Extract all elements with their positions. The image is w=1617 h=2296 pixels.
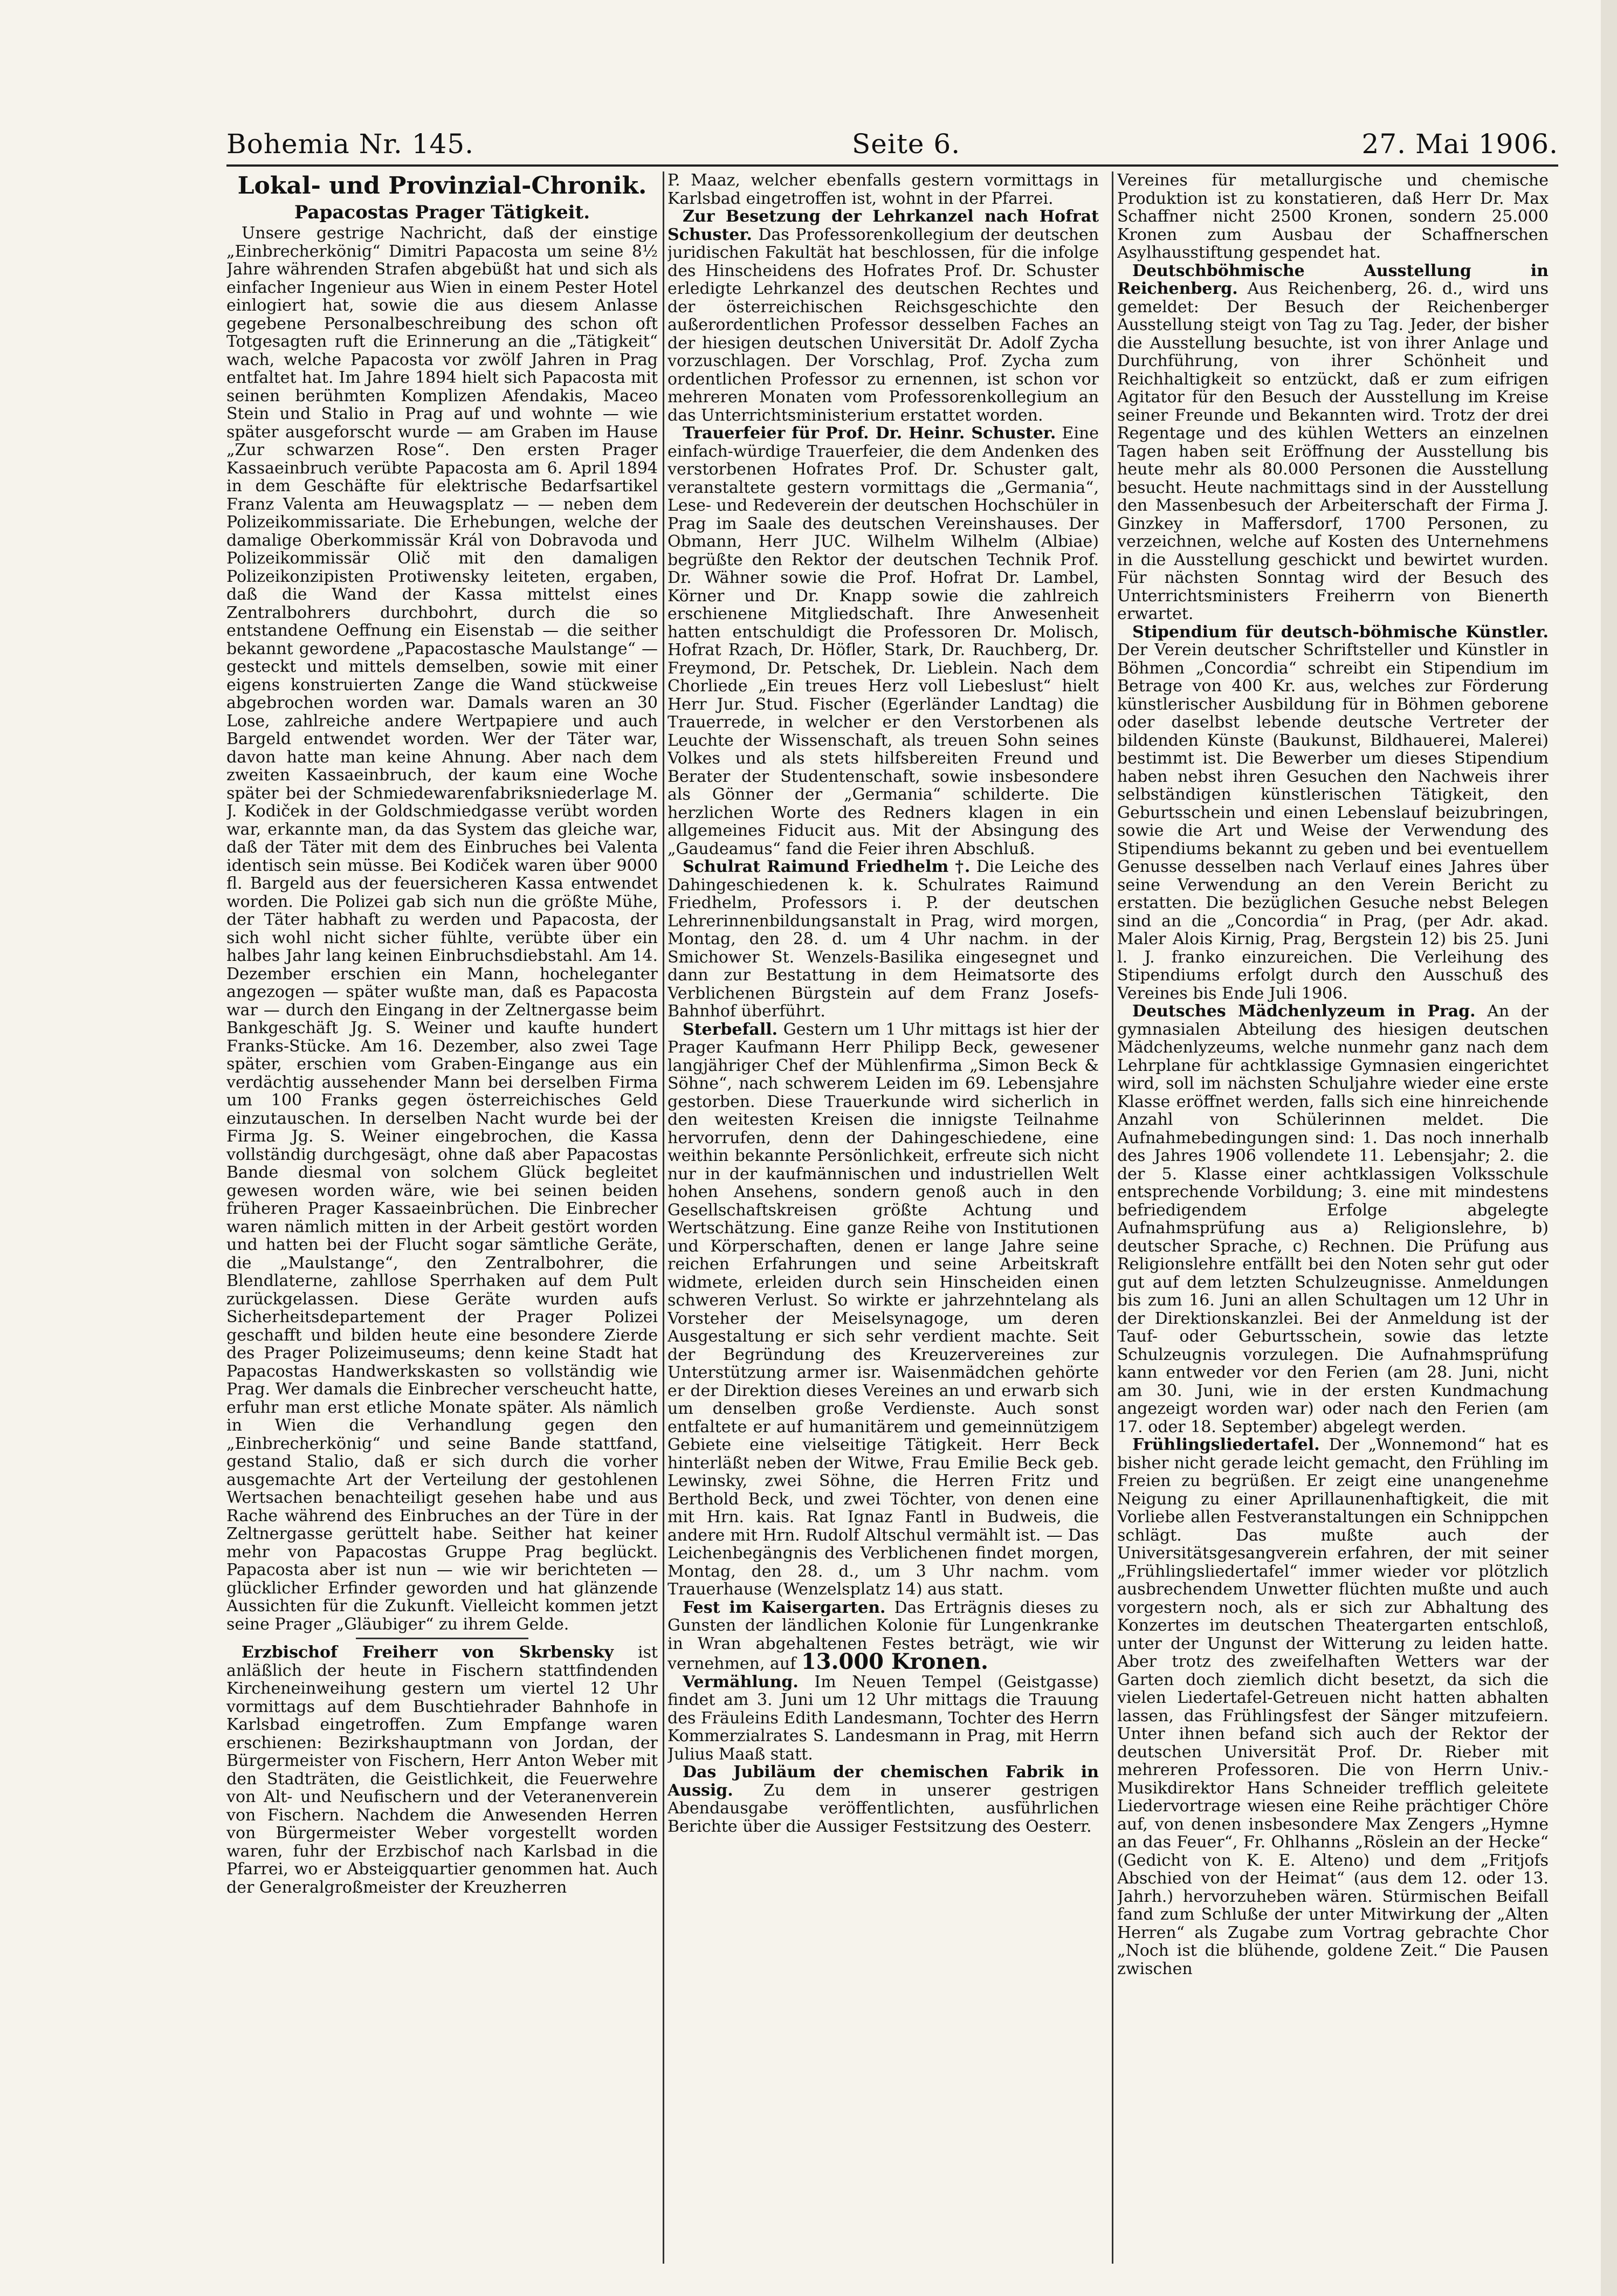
article-item [1117,1436,1549,1978]
article-continuation: Vereines für metallurgische und chemische Produktion ist zu konstatieren, daß Herr Dr. Max Schaffner nicht 2500 Kronen, sondern 25.000 Kronen zum Ausbau der Schaffnerschen Asylhausstiftung gespendet hat. [1117,171,1549,262]
item-text: Aus Reichenberg, 26. d., wird uns gemeldet: Der Besuch der Reichenberger Ausstellung steigt von Tag zu Tag. Jeder, der bisher die Ausstellung besuchte, ist von ihrer Anlage und Durchführung, von ihrer Schönheit und Reichhaltigkeit so entzückt, daß er zum eifrigen Agitator für den Besuch der Ausstellung im Kreise seiner Freunde und Bekannten wird. Trotz der drei Regentage und des kühlen Wetters an einzelnen Tagen haben seit Eröffnung der Ausstellung bis heute mehr als 80.000 Personen die Ausstellung besucht. Heute nachmittags sind in der Ausstellung den Massenbesuch der Arbeiterschaft der Firma J. Ginzkey in Maffersdorf, 1700 Personen, zu verzeichnen, welche auf Kosten des Unternehmens in die Ausstellung geschickt und bewirtet wurden. Für nächsten Sonntag wird der Besuch des Unterrichtsministers Freiherrn von Bienerth erwartet. [1117,279,1549,623]
article-item [668,208,1099,424]
item-text: Der „Wonnemond“ hat es bisher nicht gerade leicht gemacht, den Frühling im Freien zu begrüßen. Er zeigt eine unangenehme Neigung zu einer Aprillaunenhaftigkeit, die mit Vorliebe allen Festveranstaltungen ein Schnippchen schlägt. Das mußte auch der Universitätsgesangverein erfahren, der mit seiner „Frühlingsliedertafel“ immer wieder vor plötzlich ausbrechendem Unwetter flüchten mußte und auch vorgestern noch, als er sich zur Abhaltung des Konzertes im deutschen Theatergarten entschloß, unter der Ungunst der Witterung zu leiden hatte. Aber trotz des zweifelhaften Wetters war der Garten doch ziemlich dicht besetzt, da sich die vielen Liedertafel-Getreuen nicht hatten abhalten lassen, das Frühlingsfest der Sänger mitzufeiern. Unter ihnen befand sich auch der Rektor der deutschen Universität Prof. Dr. Rieber mit mehreren Professoren. Die von Herrn Univ.-Musikdirektor Hans Schneider trefflich geleitete Liedervortrage wiesen eine Reihe prächtiger Chöre auf, von denen insbesondere Max Zengers „Hymne an das Feuer“, Fr. Ohlhanns „Röslein an der Hecke“ (Gedicht von K. E. Alteno) und dem „Fritjofs Abschied von der Heimat“ (aus dem 12. oder 13. Jahrh.) hervorzuheben wären. Stürmischen Beifall fand zum Schluße der unter Mitwirkung der „Alten Herren“ als Zugabe zum Vortrag gebrachte Chor „Noch ist die blühende, goldene Zeit.“ Die Pausen zwischen [1117,1435,1549,1978]
item-title: Stipendium für deutsch-böhmische Künstler. [1132,622,1549,642]
item-title: Zur Besetzung der Lehrkanzel nach Hofrat Schuster. [668,207,1099,244]
column-3 [1117,171,1549,2269]
header-rule [226,164,1558,167]
item-title: Trauerfeier für Prof. Dr. Heinr. Schuster. [683,424,1056,443]
article-item [226,1644,658,1896]
item-title: Schulrat Raimund Friedhelm †. [683,857,971,876]
item-title: Deutschböhmische Ausstellung in Reichenberg. [1117,261,1549,298]
article-item [668,858,1099,1021]
article-item [1117,262,1549,623]
article-body: Unsere gestrige Nachricht, daß der einstige „Einbrecherkönig“ Dimitri Papacosta um seine 8½ Jahre währenden Strafen abgebüßt hat und sich als einfacher Ingenieur aus Wien in einem Pester Hotel einlogiert hat, sowie die aus diesem Anlasse gegebene Personalbeschreibung des schon oft Totgesagten ruft die Erinnerung an die „Tätigkeit“ wach, welche Papacosta vor zwölf Jahren in Prag entfaltet hat. Im Jahre 1894 hielt sich Papacosta mit seinen berühmten Komplizen Afendakis, Maceo Stein und Stalio in Prag auf und wohnte — wie später ausgeforscht wurde — am Graben im Hause „Zur schwarzen Rose“. Den ersten Prager Kassaeinbruch verübte Papacosta am 6. April 1894 in dem Geschäfte für elektrische Bedarfsartikel Franz Valenta am Heuwagsplatz — — neben dem Polizeikommissariate. Die Erhebungen, welche der damalige Oberkommissär Král von Dobravoda und Polizeikommissär Olič mit den damaligen Polizeikonzipisten Protiwensky leiteten, ergaben, daß die Wand der Kassa mittelst eines Zentralbohrers durchbohrt, durch die so entstandene Oeffnung ein Eisenstab — die seither bekannt gewordene „Papacostasche Maulstange“ — gesteckt und mittels demselben, sowie mit einer eigens konstruierten Zange die Wand stückweise abgebrochen worden war. Damals waren an 30 Lose, zahlreiche andere Wertpapiere und auch Bargeld entwendet worden. Wer der Täter war, davon hatte man keine Ahnung. Aber nach dem zweiten Kassaeinbruch, der kaum eine Woche später bei der Schmiedewarenfabriksniederlage M. J. Kodiček in der Goldschmiedgasse verübt worden war, erkannte man, da das System das gleiche war, daß der Täter mit dem des Einbruches bei Valenta identisch sein müsse. Bei Kodiček waren über 9000 fl. Bargeld aus der feuersicheren Kassa entwendet worden. Die Polizei gab sich nun die größte Mühe, der Täter habhaft zu werden und Papacosta, der sich wohl nicht sicher fühlte, verübte über ein halbes Jahr lang keinen Einbruchsdiebstahl. Am 14. Dezember erschien ein Mann, hocheleganter angezogen — später wußte man, daß es Papacosta war — durch den Eingang in der Zeltnergasse beim Bankgeschäft Jg. S. Weiner und kaufte hundert Franks-Stücke. Am 16. Dezember, also zwei Tage später, erschien vom Graben-Eingange aus ein verdächtig aussehender Mann bei derselben Firma um 100 Franks gegen österreichisches Geld einzutauschen. In derselben Nacht wurde bei der Firma Jg. S. Weiner eingebrochen, die Kassa vollständig durchgesägt, ohne daß aber Papacostas Bande diesmal von solchem Glück begleitet gewesen worden wäre, wie bei seinen beiden früheren Prager Kassaeinbrüchen. Die Einbrecher waren nämlich mitten in der Arbeit gestört worden und hatten bei der Flucht sogar sämtliche Geräte, die „Maulstange“, den Zentralbohrer, die Blendlaterne, zahllose Sperrhaken auf dem Pult zurückgelassen. Diese Geräte wurden aufs Sicherheitsdepartement der Prager Polizei geschafft und bilden heute eine besondere Zierde des Prager Polizeimuseums; denn keine Stadt hat Papacostas Handwerkskasten so vollständig wie Prag. Wer damals die Einbrecher verscheucht hatte, erfuhr man erst etliche Monate später. Als nämlich in Wien die Verhandlung gegen den „Einbrecherkönig“ und seine Bande stattfand, gestand Stalio, daß er sich durch die vorher ausgemachte Art der Verteilung der gestohlenen Wertsachen benachteiligt gesehen habe und aus Rache während des Einbruches an der Türe in der Zeltnergasse gerüttelt habe. Seither hat keiner mehr von Papacostas Gruppe Prag beglückt. Papacosta aber ist nun — wie wir berichteten — glücklicher Erfinder geworden und hat glänzende Aussichten für die Zukunft. Vielleicht kommen jetzt seine Prager „Gläubiger“ zu ihrem Gelde. [226,224,658,1634]
column-divider [1112,171,1113,2264]
page-header [226,128,1558,166]
item-text: Zu dem in unserer gestrigen Abendausgabe veröffentlichten, ausführlichen Berichte über die Aussiger Festsitzung des Oesterr. [668,1781,1099,1836]
item-text: Der Verein deutscher Schriftsteller und Künstler in Böhmen „Concordia“ schreibt ein Stipendium im Betrage von 400 Kr. aus, welches zur Förderung künstlerischer Ausbildung für in Böhmen geborene oder daselbst lebende deutsche Vertreter der bildenden Künste (Baukunst, Bildhauerei, Malerei) bestimmt ist. Die Bewerber um dieses Stipendium haben nebst ihren Gesuchen den Nachweis ihrer selbständigen künstlerischen Tätigkeit, den Geburtsschein und einen Lebenslauf beizubringen, sowie die Art und Weise der Verwendung des Stipendiums bekannt zu geben und bei eventuellem Genusse desselben nach Verlauf eines Jahres über seine Verwendung an den Verein Bericht zu erstatten. Die bezüglichen Gesuche nebst Belegen sind an die „Concordia“ in Prag, (per Adr. akad. Maler Alois Kirnig, Prag, Bergstein 12) bis 25. Juni l. J. franko einzureichen. Die Verleihung des Stipendiums erfolgt durch den Ausschuß des Vereines bis Ende Juli 1906. [1117,641,1549,1003]
item-text: Das Erträgnis dieses zu Gunsten der ländlichen Kolonie für Lungenkranke in Wran abgehaltenen Festes beträgt, wie wir vernehmen, auf [668,1598,1099,1673]
article-item [668,1021,1099,1599]
page-edge [1601,0,1617,2296]
column-2 [668,171,1099,2269]
section-title: Lokal- und Provinzial-Chronik. [237,172,647,200]
article-item [1117,623,1549,1003]
column-divider [663,171,664,2264]
article-item [668,1599,1099,1673]
header-paper-issue: Bohemia Nr. 145. [226,128,474,160]
header-page-number: Seite 6. [852,128,961,160]
item-text: An der gymnasialen Abteilung des hiesigen deutschen Mädchenlyzeums, welche nunmehr ganz nach dem Lehrplane für achtklassige Gymnasien eingerichtet wird, soll im nächsten Schuljahre wieder eine erste Klasse eröffnet werden, falls sich eine hinreichende Anzahl von Schülerinnen meldet. Die Aufnahmebedingungen sind: 1. Das noch innerhalb des Jahres 1906 vollendete 11. Lebensjahr; 2. die der 5. Klasse einer achtklassigen Volksschule entsprechende Vorbildung; 3. eine mit mindestens befriedigendem Erfolge abgelegte Aufnahmsprüfung aus a) Religionslehre, b) deutscher Sprache, c) Rechnen. Die Prüfung aus Religionslehre entfällt bei den Noten sehr gut oder gut auf dem letzten Schulzeugnisse. Anmeldungen bis zum 16. Juni an allen Schultagen um 12 Uhr in der Direktionskanzlei. Bei der Anmeldung ist der Tauf- oder Geburtsschein, sowie das letzte Schulzeugnis vorzulegen. Die Aufnahmsprüfung kann entweder vor den Ferien (am 28. Juni, nicht am 30. Juni, wie in der ersten Kundmachung angezeigt worden war) oder nach den Ferien (am 17. oder 18. September) abgelegt werden. [1117,1002,1549,1436]
article-item [668,1763,1099,1836]
item-title: Erzbischof Freiherr von Skrbensky [242,1643,614,1662]
item-text: Im Neuen Tempel (Geistgasse) findet am 3. Juni um 12 Uhr mittags die Trauung des Fräuleins Edith Landesmann, Tochter des Herrn Kommerzialrates S. Landesmann in Prag, mit Herrn Julius Maaß statt. [668,1672,1099,1764]
column-1 [226,171,658,2269]
item-title: Vermählung. [683,1672,799,1692]
item-title: Sterbefall. [683,1020,778,1039]
item-title: Frühlingsliedertafel. [1132,1435,1320,1454]
article-separator [356,1638,528,1639]
item-title: Deutsches Mädchenlyzeum in Prag. [1132,1002,1476,1021]
article-item [1117,1002,1549,1436]
donation-amount: 13.000 Kronen. [801,1649,988,1674]
item-title: Fest im Kaisergarten. [683,1598,886,1617]
item-title: Das Jubiläum der chemischen Fabrik in Aussig. [668,1763,1099,1800]
article-continuation: P. Maaz, welcher ebenfalls gestern vormittags in Karlsbad eingetroffen ist, wohnt in der Pfarrei. [668,171,1099,208]
item-text: Das Professorenkollegium der deutschen juridischen Fakultät hat beschlossen, für die infolge des Hinscheidens des Hofrates Prof. Dr. Schuster erledigte Lehrkanzel des deutschen Rechtes und der österreichischen Reichsgeschichte den außerordentlichen Professor desselben Faches an der hiesigen deutschen Universität Dr. Adolf Zycha vorzuschlagen. Der Vorschlag, Prof. Zycha zum ordentlichen Professor zu ernennen, ist schon vor mehreren Monaten vom Professorenkollegium an das Unterrichtsministerium erstattet worden. [668,225,1099,425]
item-text: ist anläßlich der heute in Fischern stattfindenden Kircheneinweihung gestern um viertel 12 Uhr vormittags auf dem Buschtiehrader Bahnhofe in Karlsbad eingetroffen. Zum Empfange waren erschienen: Bezirkshauptmann von Jordan, der Bürgermeister von Fischern, Herr Anton Weber mit den Stadträten, die Geistlichkeit, die Feuerwehre von Alt- und Neufischern und der Veteranenverein von Fischern. Nachdem die Anwesenden Herren von Bürgermeister Weber vorgestellt worden waren, fuhr der Erzbischof nach Karlsbad in die Pfarrei, wo er Absteigquartier genommen hat. Auch der Generalgroßmeister der Kreuzherren [226,1643,658,1897]
article-item [668,424,1099,858]
item-text: Die Leiche des Dahingeschiedenen k. k. Schulrates Raimund Friedhelm, Professors i. P. der deutschen Lehrerinnenbildungsanstalt in Prag, wird morgen, Montag, den 28. d. um 4 Uhr nachm. in der Smichower St. Wenzels-Basilika eingesegnet und dann zur Bestattung in dem Heimatsorte des Verblichenen Bürgstein auf dem Franz Josefs-Bahnhof überführt. [668,857,1099,1021]
header-date: 27. Mai 1906. [1361,128,1558,160]
article-headline: Papacostas Prager Tätigkeit. [294,202,590,223]
item-text: Eine einfach-würdige Trauerfeier, die dem Andenken des verstorbenen Hofrates Prof. Dr. Schuster galt, veranstaltete gestern vormittags die „Germania“, Lese- und Redeverein der deutschen Hochschüler in Prag im Saale des deutschen Vereinshauses. Der Obmann, Herr JUC. Wilhelm Wilhelm (Albiae) begrüßte den Rektor der deutschen Technik Prof. Dr. Wähner sowie die Prof. Hofrat Dr. Lambel, Körner und Dr. Knapp sowie die zahlreich erschienene Mitgliedschaft. Ihre Anwesenheit hatten entschuldigt die Professoren Dr. Molisch, Hofrat Rzach, Dr. Höfler, Stark, Dr. Rauchberg, Dr. Freymond, Dr. Petschek, Dr. Lieblein. Nach dem Chorliede „Ein treues Herz voll Liebeslust“ hielt Herr Jur. Stud. Fischer (Egerländer Landtag) die Trauerrede, in welcher er den Verstorbenen als Leuchte der Wissenschaft, als treuen Sohn seines Volkes und als stets hilfsbereiten Freund und Berater der Studentenschaft, sowie insbesondere als Gönner der „Germania“ schilderte. Die herzlichen Worte des Redners klagen in ein allgemeines Fiducit aus. Mit der Absingung des „Gaudeamus“ fand die Feier ihren Abschluß. [668,424,1099,858]
article-item [668,1673,1099,1764]
item-text: Gestern um 1 Uhr mittags ist hier der Prager Kaufmann Herr Philipp Beck, gewesener langjähriger Chef der Mühlenfirma „Simon Beck & Söhne“, nach schwerem Leiden im 69. Lebensjahre gestorben. Diese Trauerkunde wird sicherlich in den weitesten Kreisen die innigste Teilnahme hervorrufen, denn der Dahingeschiedene, eine weithin bekannte Persönlichkeit, erfreute sich nicht nur in der kaufmännischen und industriellen Welt hohen Ansehens, sondern genoß auch in den Gesellschaftskreisen größte Achtung und Wertschätzung. Eine ganze Reihe von Institutionen und Körperschaften, denen er lange Jahre seine reichen Erfahrungen und seine Arbeitskraft widmete, erleiden durch sein Hinscheiden einen schweren Verlust. So wirkte er jahrzehntelang als Vorsteher der Meiselsynagoge, um deren Ausgestaltung er sich sehr verdient machte. Seit der Begründung des Kreuzervereines zur Unterstützung armer isr. Waisenmädchen gehörte er der Direktion dieses Vereines an und erwarb sich um denselben große Verdienste. Auch sonst entfaltete er auf humanitärem und gemeinnützigem Gebiete eine vielseitige Tätigkeit. Herr Beck hinterläßt neben der Witwe, Frau Emilie Beck geb. Lewinsky, zwei Söhne, die Herren Fritz und Berthold Beck, und zwei Töchter, von denen eine mit Hrn. kais. Rat Ignaz Fantl in Budweis, die andere mit Hrn. Rudolf Altschul vermählt ist. — Das Leichenbegängnis des Verblichenen findet morgen, Montag, den 28. d., um 3 Uhr nachm. vom Trauerhause (Wenzelsplatz 14) aus statt. [668,1020,1099,1599]
